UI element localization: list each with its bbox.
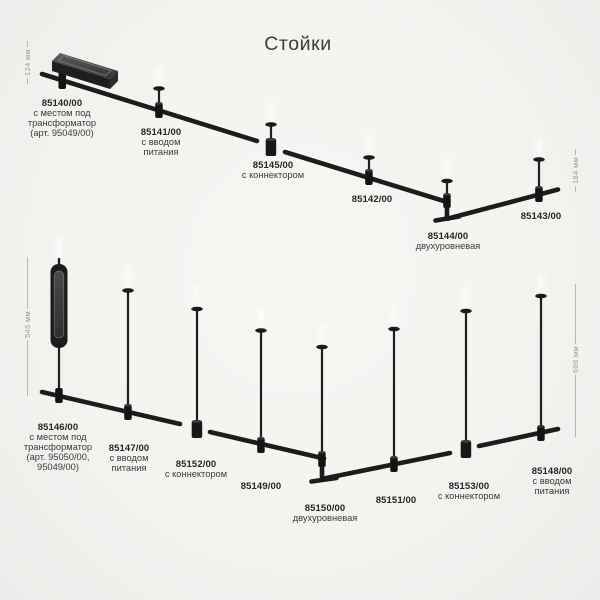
- label-85149: [241, 482, 281, 492]
- stand-85152-figure: [191, 307, 203, 438]
- stand-desc-line: питания: [534, 485, 570, 496]
- stand-desc-line: с местом под: [29, 432, 87, 442]
- track-segment: [210, 432, 324, 459]
- stand-desc-line: с местом под: [33, 108, 91, 118]
- stand-code: 85152/00: [175, 459, 217, 470]
- label-85143: [521, 212, 561, 222]
- track-segment: [324, 453, 450, 479]
- measure-line: [575, 186, 576, 192]
- stand-desc-line: с вводом: [532, 476, 572, 486]
- measure-text: 606 мм: [570, 346, 580, 373]
- stand-code: 85150/00: [304, 503, 346, 514]
- stand-85153-figure: [460, 309, 472, 458]
- stand-code: 85151/00: [375, 495, 417, 506]
- label-85140: [28, 99, 96, 139]
- label-85144: [416, 232, 481, 252]
- measure-line: [27, 78, 28, 84]
- stand-85150-figure: [316, 345, 328, 482]
- stand-85145-figure: [265, 122, 277, 156]
- stand-code: 85144/00: [427, 231, 469, 242]
- stand-85140-figure: [52, 53, 118, 89]
- stand-desc-line: с коннектором: [164, 469, 228, 479]
- stand-85149-figure: [255, 328, 267, 453]
- label-85148: [532, 467, 572, 497]
- label-85142: [352, 195, 392, 205]
- stand-code: 85140/00: [41, 98, 83, 109]
- label-85145: [242, 161, 304, 181]
- stand-code: 85143/00: [520, 211, 562, 222]
- measure-line: [27, 340, 28, 396]
- measure-line: [27, 257, 28, 309]
- stand-85151-figure: [388, 327, 400, 472]
- stand-desc-line: питания: [111, 462, 147, 473]
- stand-code: 85149/00: [240, 481, 282, 492]
- measurement-545mm: [20, 257, 34, 396]
- stand-code: 85147/00: [108, 443, 150, 454]
- label-85153: [438, 482, 500, 502]
- stand-desc-line: (арт. 95050/00,: [26, 451, 90, 462]
- label-85141: [141, 128, 181, 158]
- track-segment: [479, 429, 558, 446]
- stand-desc-line: с вводом: [141, 137, 181, 147]
- stand-85148-figure: [535, 294, 547, 441]
- label-85150: [293, 504, 358, 524]
- stand-code: 85141/00: [140, 127, 182, 138]
- stand-desc-line: с коннектором: [437, 491, 501, 501]
- measurement-124mm: [20, 41, 34, 84]
- stand-code: 85153/00: [448, 481, 490, 492]
- stand-desc-line: с вводом: [109, 453, 149, 463]
- track-segments-top: [42, 74, 558, 221]
- stand-desc-line: питания: [143, 146, 179, 157]
- label-85146: [24, 423, 92, 473]
- measurement-184mm: [568, 149, 582, 192]
- stand-code: 85146/00: [37, 422, 79, 433]
- measure-text: 545 мм: [22, 311, 32, 338]
- stand-code: 85148/00: [531, 466, 573, 477]
- stand-desc-line: 95049/00): [37, 461, 79, 472]
- stand-desc-line: двухуровневая: [292, 513, 358, 523]
- stand-85147-figure: [122, 288, 134, 420]
- stand-desc-line: (арт. 95049/00): [30, 127, 94, 138]
- stand-desc-line: трансформатор: [23, 441, 93, 452]
- measure-text: 184 мм: [570, 157, 580, 184]
- measure-line: [575, 375, 576, 437]
- label-85151: [376, 496, 416, 506]
- page-title: Стойки: [264, 33, 332, 55]
- measure-line: [575, 284, 576, 344]
- stand-desc-line: с коннектором: [241, 170, 305, 180]
- stand-85146-figure: [51, 258, 68, 403]
- label-85152: [165, 460, 227, 480]
- stand-code: 85145/00: [252, 160, 294, 171]
- stand-code: 85142/00: [351, 194, 393, 205]
- measurement-606mm: [568, 284, 582, 437]
- measure-text: 124 мм: [22, 49, 32, 76]
- stand-desc-line: двухуровневая: [415, 241, 481, 251]
- stand-desc-line: трансформатор: [27, 117, 97, 128]
- label-85147: [109, 444, 149, 474]
